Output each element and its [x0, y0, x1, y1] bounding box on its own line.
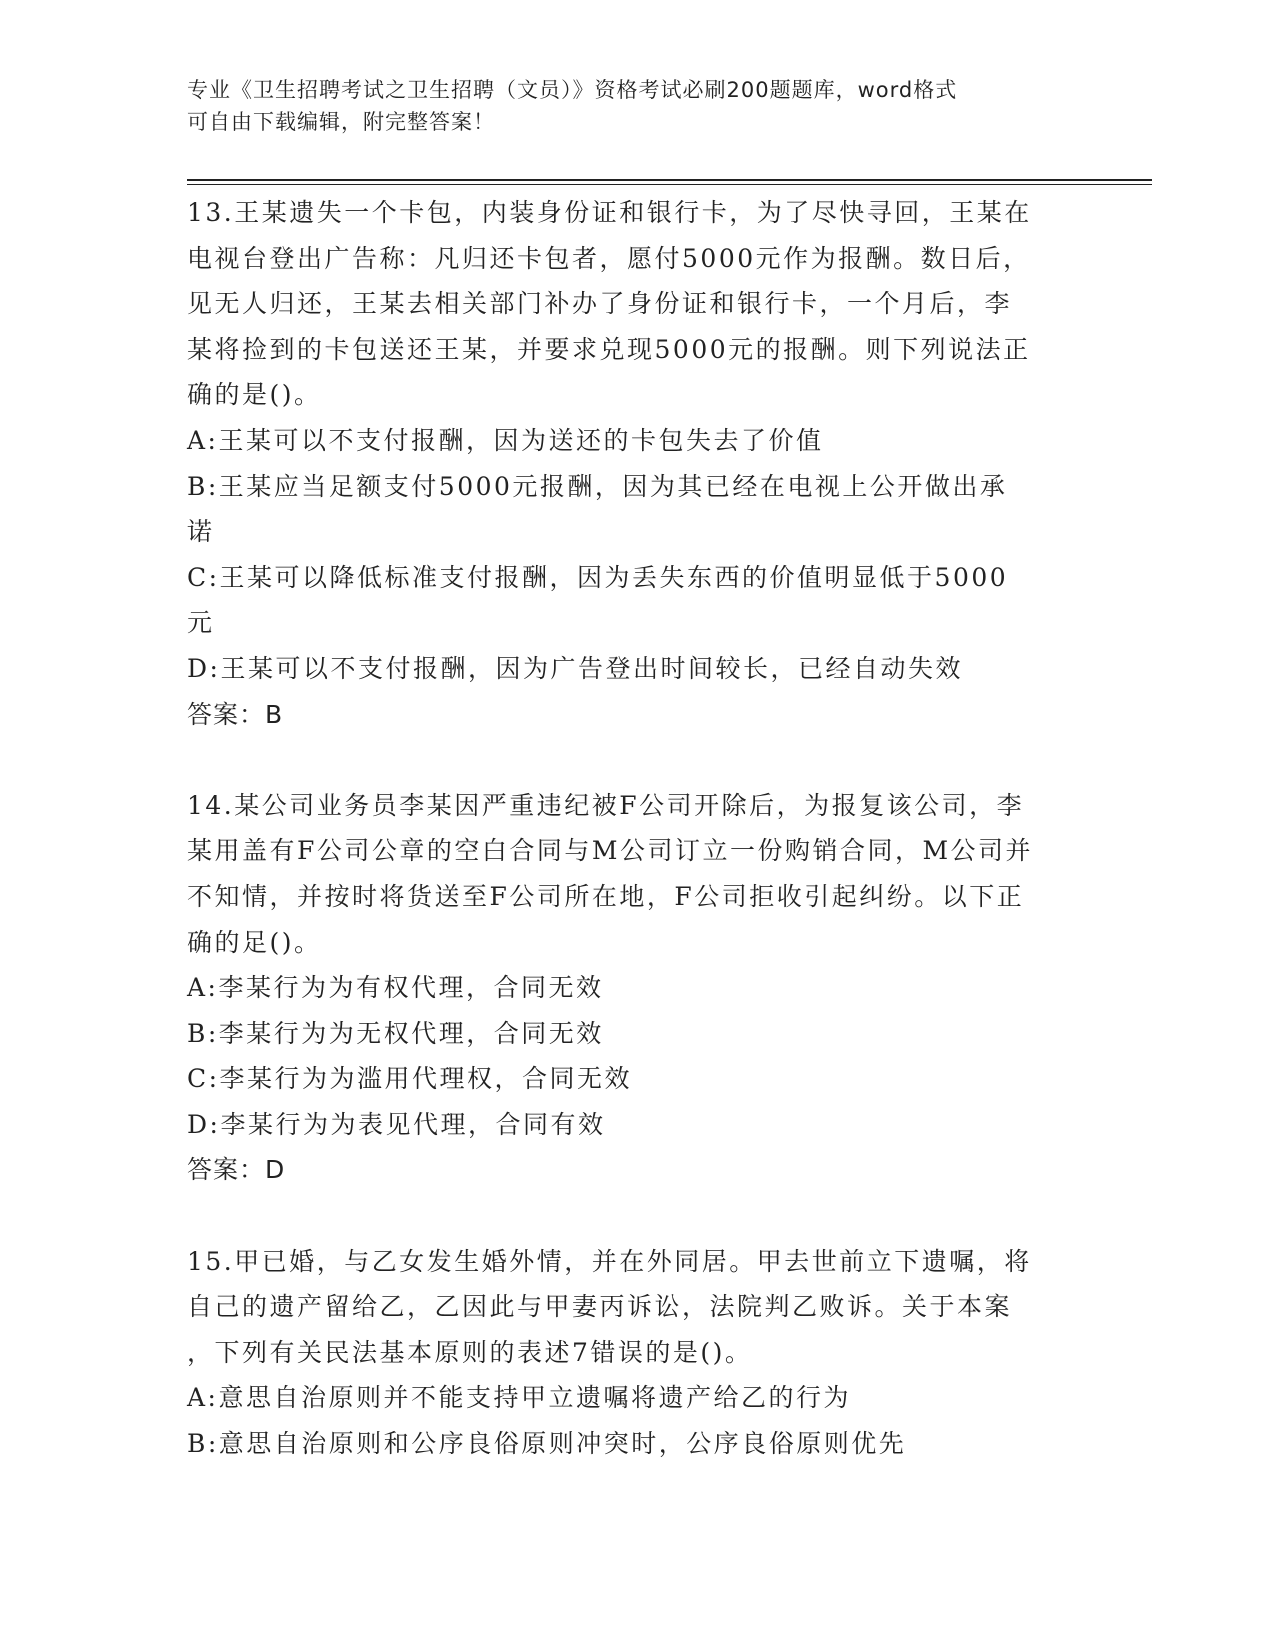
- question-stem-line: 确的足()。: [187, 927, 322, 957]
- question-stem-line: 某用盖有F公司公章的空白合同与M公司订立一份购销合同，M公司并: [187, 836, 1034, 866]
- question-stem-line: 确的是()。: [187, 380, 322, 410]
- question-13: [187, 190, 1107, 737]
- option-b: B:李某行为为无权代理，合同无效: [187, 1018, 604, 1048]
- option-d: D:李某行为为表见代理，合同有效: [187, 1109, 606, 1139]
- option-a: A:李某行为为有权代理，合同无效: [187, 973, 604, 1003]
- question-stem-line: 电视台登出广告称：凡归还卡包者，愿付5000元作为报酬。数日后，: [187, 243, 1031, 273]
- question-14: [187, 783, 1107, 1193]
- question-spacer: [187, 737, 1107, 783]
- option-a: A:王某可以不支付报酬，因为送还的卡包失去了价值: [187, 425, 824, 455]
- option-c: C:王某可以降低标准支付报酬，因为丢失东西的价值明显低于5000: [187, 562, 1009, 592]
- answer-label: 答案：B: [187, 699, 284, 729]
- question-15: [187, 1239, 1107, 1467]
- option-c-continued: 元: [187, 608, 215, 638]
- option-d: D:王某可以不支付报酬，因为广告登出时间较长，已经自动失效: [187, 653, 963, 683]
- question-stem-line: 自己的遗产留给乙，乙因此与甲妻丙诉讼，法院判乙败诉。关于本案: [187, 1292, 1013, 1322]
- answer-label: 答案：D: [187, 1155, 286, 1185]
- question-stem-line: ，下列有关民法基本原则的表述7错误的是()。: [187, 1337, 753, 1367]
- question-spacer: [187, 1193, 1107, 1239]
- question-stem-line: 见无人归还，王某去相关部门补办了身份证和银行卡，一个月后，李: [187, 289, 1013, 319]
- question-list: [187, 190, 1107, 1467]
- question-stem-line: 15.甲已婚，与乙女发生婚外情，并在外同居。甲去世前立下遗嘱，将: [187, 1246, 1032, 1276]
- header-title-line-2: 可自由下载编辑，附完整答案！: [187, 110, 495, 134]
- option-c: C:李某行为为滥用代理权，合同无效: [187, 1064, 633, 1094]
- option-a: A:意思自治原则并不能支持甲立遗嘱将遗产给乙的行为: [187, 1383, 851, 1413]
- question-stem-line: 13.王某遗失一个卡包，内装身份证和银行卡，为了尽快寻回，王某在: [187, 198, 1032, 227]
- header-divider-thick: [187, 179, 1152, 181]
- document-header: [187, 74, 1067, 138]
- option-b: B:意思自治原则和公序良俗原则冲突时，公序良俗原则优先: [187, 1429, 907, 1459]
- header-divider-thin: [187, 184, 1152, 185]
- option-b: B:王某应当足额支付5000元报酬，因为其已经在电视上公开做出承: [187, 471, 1008, 501]
- question-stem-line: 不知情，并按时将货送至F公司所在地，F公司拒收引起纠纷。以下正: [187, 881, 1025, 911]
- header-title-line-1: 专业《卫生招聘考试之卫生招聘（文员）》资格考试必刷200题题库，word格式: [187, 78, 958, 102]
- option-b-continued: 诺: [187, 517, 215, 547]
- question-stem-line: 14.某公司业务员李某因严重违纪被F公司开除后，为报复该公司，李: [187, 790, 1025, 820]
- question-stem-line: 某将捡到的卡包送还王某，并要求兑现5000元的报酬。则下列说法正: [187, 334, 1031, 364]
